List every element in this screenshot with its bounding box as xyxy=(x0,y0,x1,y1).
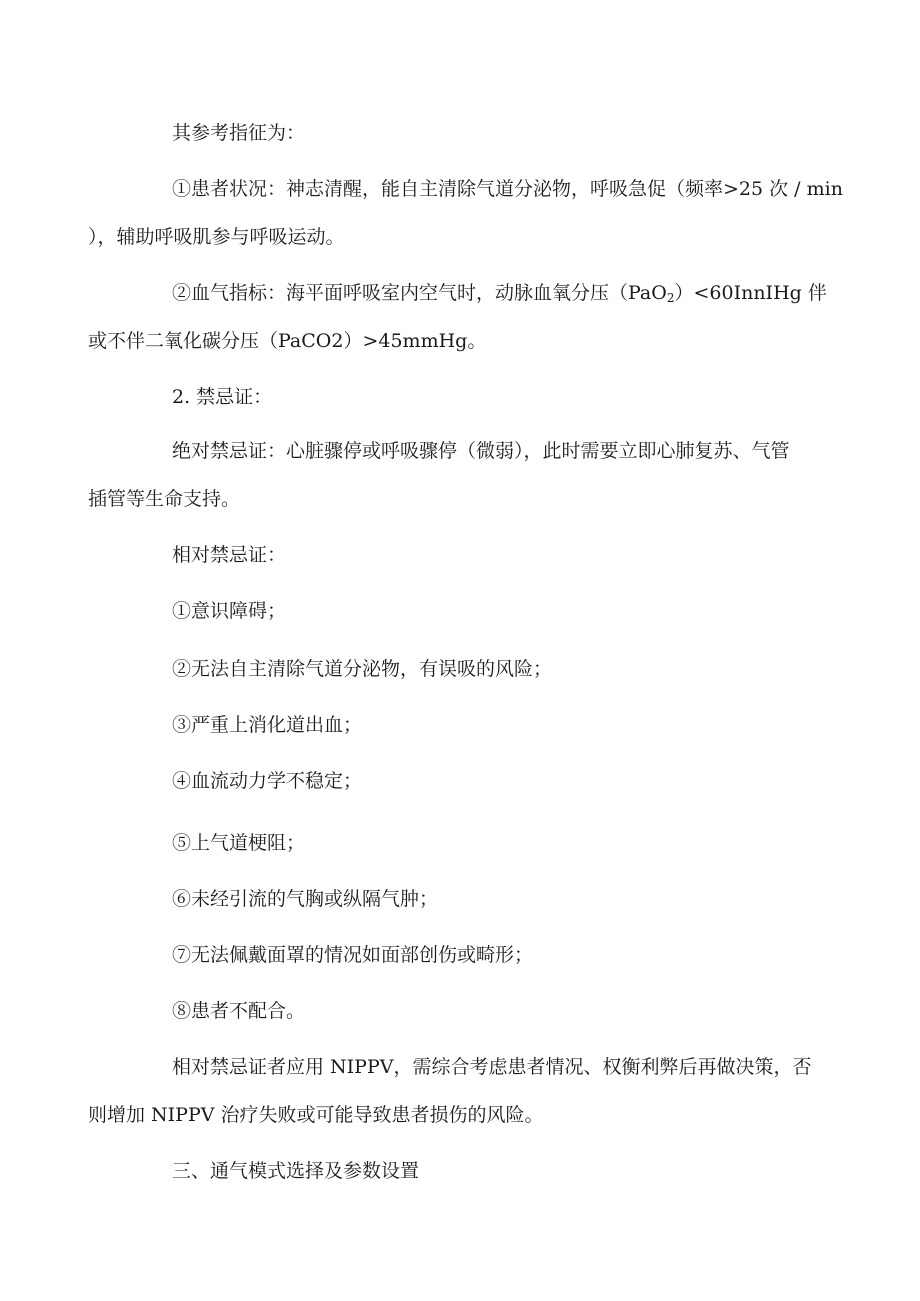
nippv-note-line-1: 相对禁忌证者应用 NIPPV，需综合考虑患者情况、权衡利弊后再做决策，否 xyxy=(172,1056,812,1078)
reference-indications-heading: 其参考指征为： xyxy=(172,122,306,144)
absolute-contraindication-line-2: 插管等生命支持。 xyxy=(88,488,241,510)
patient-status-line-1: ①患者状况：神志清醒，能自主清除气道分泌物，呼吸急促（频率>25 次 / min xyxy=(172,178,843,200)
list-item: ①意识障碍； xyxy=(172,600,287,622)
relative-contraindications-heading: 相对禁忌证： xyxy=(172,544,287,566)
blood-gas-line-1 xyxy=(172,284,832,303)
blood-gas-subscript: 2 xyxy=(666,291,675,305)
list-item: ⑥未经引流的气胸或纵隔气肿； xyxy=(172,888,439,910)
nippv-note-line-2: 则增加 NIPPV 治疗失败或可能导致患者损伤的风险。 xyxy=(88,1104,544,1126)
patient-status-line-2: ），辅助呼吸肌参与呼吸运动。 xyxy=(88,226,345,248)
list-item: ④血流动力学不稳定； xyxy=(172,770,363,792)
blood-gas-text-a: ②血气指标：海平面呼吸室内空气时，动脉血氧分压（PaO xyxy=(172,282,667,304)
list-item: ⑤上气道梗阻； xyxy=(172,832,306,854)
list-item: ⑦无法佩戴面罩的情况如面部创伤或畸形； xyxy=(172,944,534,966)
blood-gas-text-b: ）<60InnIHg 伴 xyxy=(674,282,827,304)
list-item: ②无法自主清除气道分泌物，有误吸的风险； xyxy=(172,658,553,680)
list-item: ⑧患者不配合。 xyxy=(172,1000,306,1022)
blood-gas-line-2: 或不伴二氧化碳分压（PaCO2）>45mmHg。 xyxy=(88,330,487,352)
absolute-contraindication-line-1: 绝对禁忌证：心脏骤停或呼吸骤停（微弱），此时需要立即心肺复苏、气管 xyxy=(172,440,790,462)
contraindications-heading: 2. 禁忌证： xyxy=(172,386,273,408)
section-heading: 三、通气模式选择及参数设置 xyxy=(172,1160,420,1182)
list-item: ③严重上消化道出血； xyxy=(172,714,363,736)
